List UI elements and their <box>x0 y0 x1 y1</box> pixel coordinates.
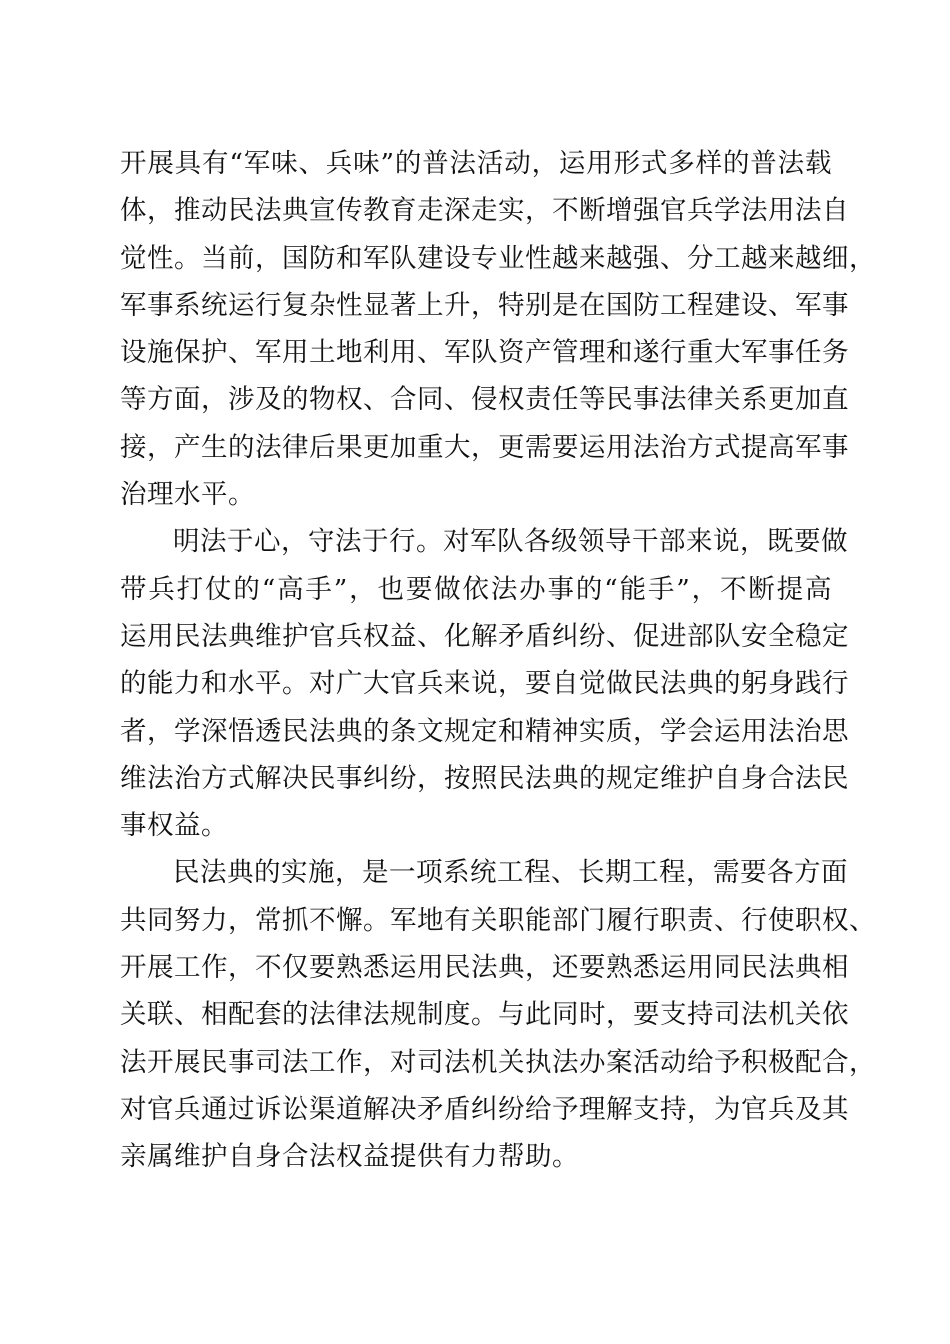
paragraph-line: 治理水平。 <box>120 479 255 511</box>
paragraph-line: 民法典的实施，是一项系统工程、长期工程，需要各方面 <box>173 857 848 889</box>
paragraph-line: 明法于心，守法于行。对军队各级领导干部来说，既要做 <box>173 526 848 558</box>
paragraph-3 <box>120 849 876 1180</box>
paragraph-line: 维法治方式解决民事纠纷，按照民法典的规定维护自身合法民 <box>120 762 849 794</box>
paragraph-line: 等方面，涉及的物权、合同、侵权责任等民事法律关系更加直 <box>120 384 849 416</box>
paragraph-line: 开展具有“军味、兵味”的普法活动，运用形式多样的普法载 <box>120 148 832 179</box>
paragraph-line: 对官兵通过诉讼渠道解决矛盾纠纷给予理解支持，为官兵及其 <box>120 1093 849 1125</box>
paragraph-line: 的能力和水平。对广大官兵来说，要自觉做民法典的躬身践行 <box>120 668 849 700</box>
paragraph-line: 关联、相配套的法律法规制度。与此同时，要支持司法机关依 <box>120 999 849 1031</box>
paragraph-line: 军事系统运行复杂性显著上升，特别是在国防工程建设、军事 <box>120 289 849 321</box>
paragraph-line: 法开展民事司法工作，对司法机关执法办案活动给予积极配合， <box>120 1046 876 1078</box>
paragraph-line: 设施保护、军用土地利用、军队资产管理和遂行重大军事任务 <box>120 337 849 369</box>
paragraph-line: 运用民法典维护官兵权益、化解矛盾纠纷、促进部队安全稳定 <box>120 620 849 652</box>
document-body <box>120 140 876 1181</box>
paragraph-line: 接，产生的法律后果更加重大，更需要运用法治方式提高军事 <box>120 431 849 463</box>
paragraph-line: 体，推动民法典宣传教育走深走实，不断增强官兵学法用法自 <box>120 195 849 227</box>
paragraph-line: 开展工作，不仅要熟悉运用民法典，还要熟悉运用同民法典相 <box>120 952 849 984</box>
paragraph-line: 者，学深悟透民法典的条文规定和精神实质，学会运用法治思 <box>120 715 849 747</box>
paragraph-line: 觉性。当前，国防和军队建设专业性越来越强、分工越来越细， <box>120 242 876 274</box>
paragraph-line: 带兵打仗的“高手”，也要做依法办事的“能手”，不断提高 <box>120 573 832 605</box>
paragraph-2 <box>120 518 849 849</box>
paragraph-line: 亲属维护自身合法权益提供有力帮助。 <box>120 1141 579 1173</box>
paragraph-1 <box>120 140 876 518</box>
paragraph-line: 共同努力，常抓不懈。军地有关职能部门履行职责、行使职权、 <box>120 904 876 936</box>
paragraph-line: 事权益。 <box>120 810 228 842</box>
